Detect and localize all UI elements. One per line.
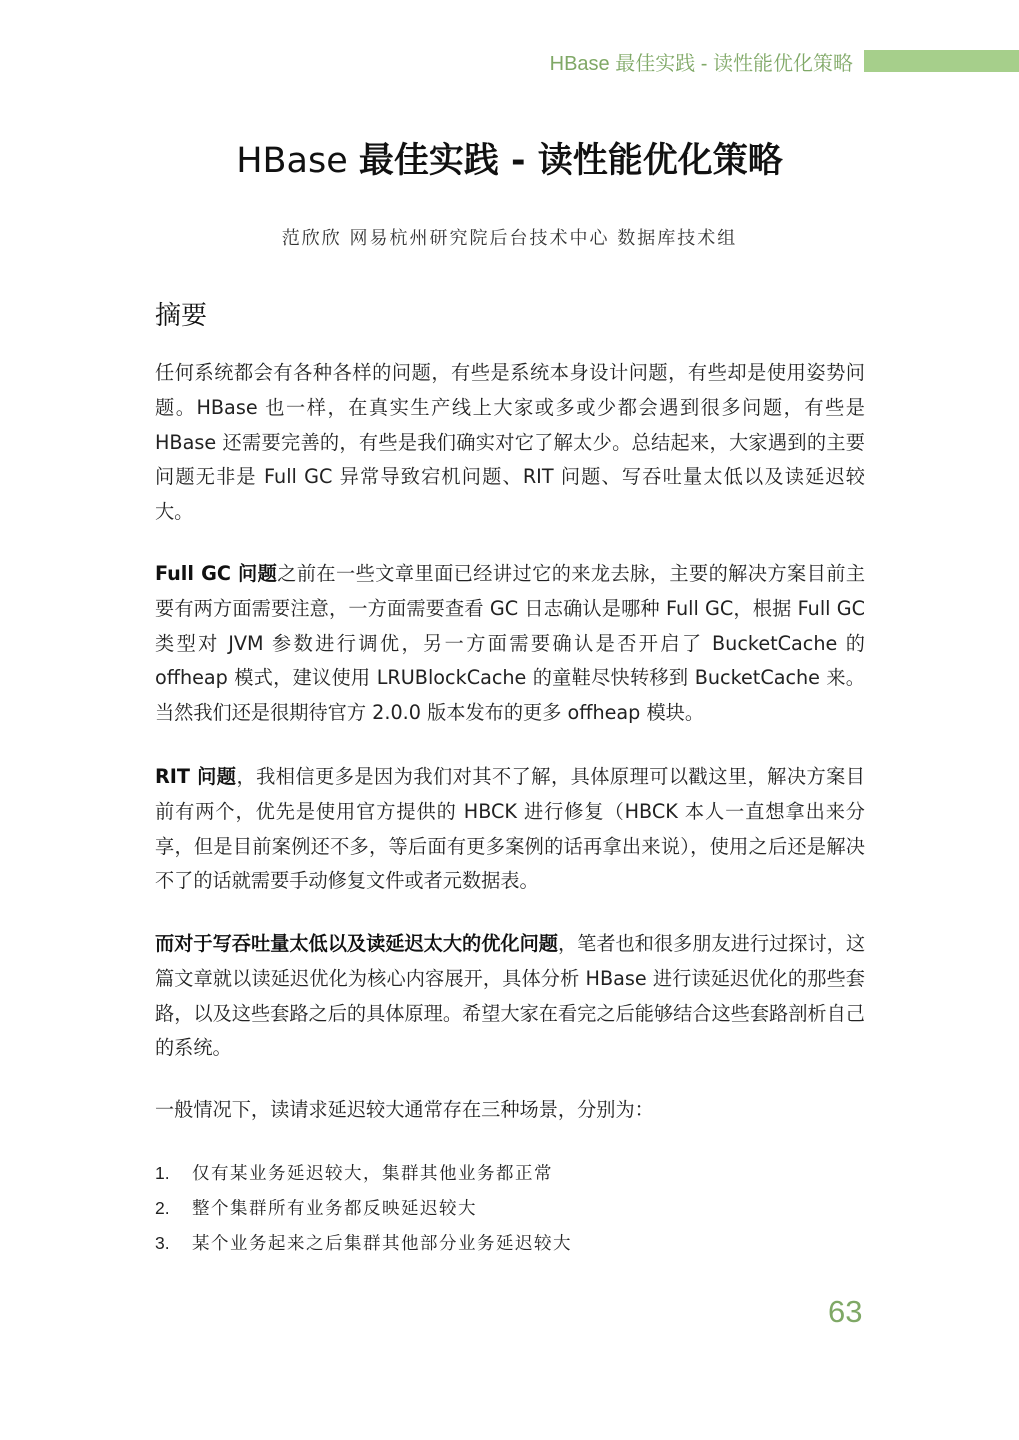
list-number: 1. (155, 1163, 170, 1183)
scenario-list (155, 1156, 572, 1261)
paragraph (155, 1093, 865, 1128)
paragraph (155, 760, 865, 899)
header-accent-bar (864, 50, 1019, 72)
list-item (155, 1191, 572, 1226)
paragraph (155, 557, 865, 731)
paragraph-text: 任何系统都会有各种各样的问题，有些是系统本身设计问题，有些却是使用姿势问题。HBase 也一样，在真实生产线上大家或多或少都会遇到很多问题，有些是 HBase 还需要完善的，有些是我们确实对它了解太少。总结起来，大家遇到的主要问题无非是 Full GC 异常导致宕机问题、RIT 问题、写吞吐量太低以及读延迟较大。 (155, 361, 865, 524)
list-number: 2. (155, 1198, 170, 1218)
paragraph (155, 927, 865, 1066)
paragraph-text: ，我相信更多是因为我们对其不了解，具体原理可以戳这里，解决方案目前有两个，优先是使用官方提供的 HBCK 进行修复（HBCK 本人一直想拿出来分享，但是目前案例还不多，等后面有更多案例的话再拿出来说），使用之后还是解决不了的话就需要手动修复文件或者元数据表。 (155, 765, 865, 893)
paragraph (155, 356, 865, 530)
paragraph-bold-lead: Full GC 问题 (155, 562, 278, 585)
paragraph-text: 一般情况下，读请求延迟较大通常存在三种场景，分别为： (155, 1098, 654, 1121)
list-number: 3. (155, 1233, 170, 1253)
title-latin: HBase (236, 141, 359, 181)
list-item (155, 1156, 572, 1191)
paragraph-bold-lead: 而对于写吞吐量太低以及读延迟太大的优化问题 (155, 932, 558, 955)
paragraph-text: 之前在一些文章里面已经讲过它的来龙去脉，主要的解决方案目前主要有两方面需要注意，一方面需要查看 GC 日志确认是哪种 Full GC，根据 Full GC 类型对 JVM 参数进行调优，另一方面需要确认是否开启了 BucketCache 的 offheap 模式，建议使用 LRUBlockCache 的童鞋尽快转移到 BucketCache 来。当然我们还是很期待官方 2.0.0 版本发布的更多 offheap 模块。 (155, 562, 866, 725)
list-text: 某个业务起来之后集群其他部分业务延迟较大 (192, 1234, 572, 1254)
list-text: 仅有某业务延迟较大，集群其他业务都正常 (192, 1164, 553, 1184)
title-cjk: 最佳实践 - 读性能优化策略 (358, 141, 783, 181)
running-header: HBase 最佳实践 - 读性能优化策略 (549, 53, 853, 75)
list-item (155, 1226, 572, 1261)
paragraph-text: ，笔者也和很多朋友进行过探讨，这篇文章就以读延迟优化为核心内容展开，具体分析 HBase 进行读延迟优化的那些套路，以及这些套路之后的具体原理。希望大家在看完之后能够结合这些套路剖析自己的系统。 (155, 932, 866, 1060)
paragraph-bold-lead: RIT 问题 (155, 765, 237, 788)
list-text: 整个集群所有业务都反映延迟较大 (192, 1199, 477, 1219)
page-title (0, 133, 1019, 183)
author-line: 范欣欣 网易杭州研究院后台技术中心 数据库技术组 (281, 228, 738, 249)
page-number: 63 (828, 1294, 863, 1329)
section-heading: 摘要 (155, 301, 208, 331)
